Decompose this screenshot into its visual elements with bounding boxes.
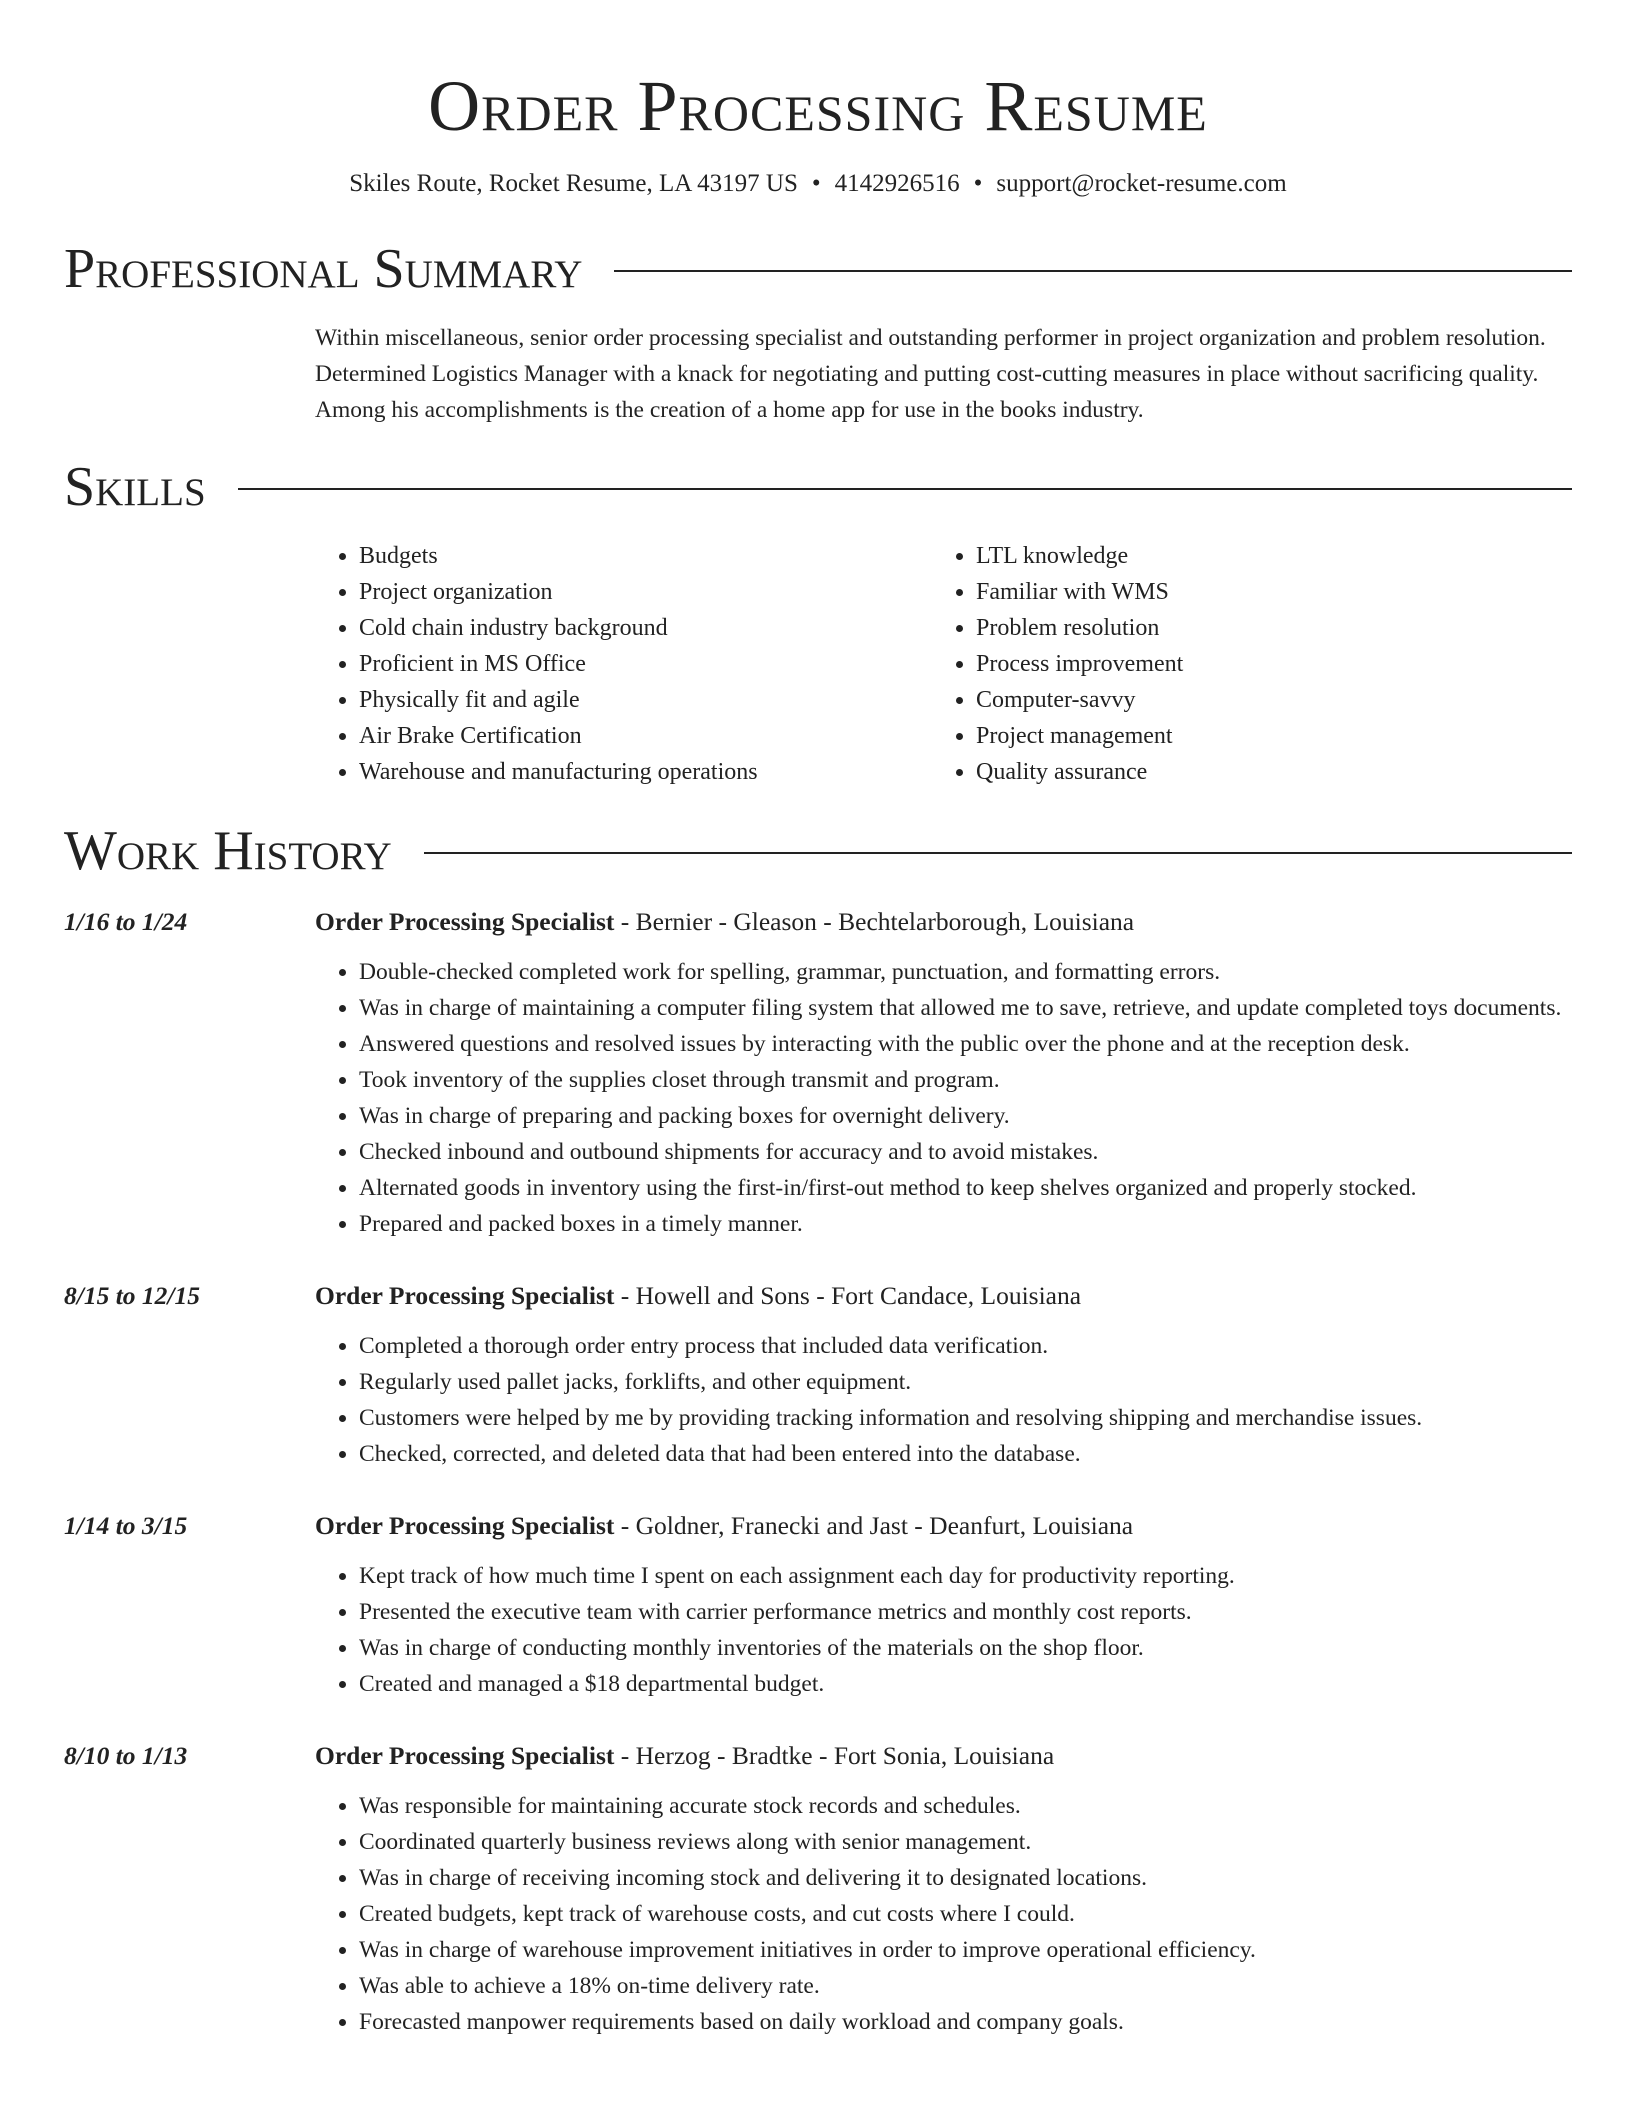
job-bullet: • Forecasted manpower requirements based on daily workload and company goals. <box>359 2004 1572 2040</box>
work-section-header <box>64 820 1572 882</box>
skills-list <box>315 538 1572 790</box>
job-header <box>64 1278 1572 1314</box>
job-header <box>64 904 1572 940</box>
job-bullet: • Was in charge of preparing and packing boxes for overnight delivery. <box>359 1098 1572 1134</box>
job-title-line <box>315 904 1134 940</box>
job-bullet-list <box>315 1328 1572 1472</box>
job-bullet-list <box>315 1558 1572 1702</box>
job-entry <box>64 1508 1572 1702</box>
job-role: Order Processing Specialist <box>315 1281 615 1310</box>
section-title-skills: Skills <box>64 456 206 518</box>
job-dates: 8/10 to 1/13 <box>64 1741 188 1770</box>
summary-text: Within miscellaneous, senior order processing specialist and outstanding performer in project organization and problem resolution. Determined Logistics Manager with a knack for negotiating and putting cost-cutting measures in place without sacrificing quality. Among his accomplishments is the creation of a home app for use in the books industry. <box>315 325 1546 423</box>
job-bullet: • Completed a thorough order entry process that included data verification. <box>359 1328 1572 1364</box>
skill-item: • Budgets <box>359 538 932 574</box>
skill-item: • Quality assurance <box>976 754 1183 790</box>
job-bullet: • Created and managed a $18 departmental budget. <box>359 1666 1572 1702</box>
job-dates: 8/15 to 12/15 <box>64 1281 201 1310</box>
skills-column-right <box>932 538 1183 790</box>
job-bullet: • Alternated goods in inventory using the first-in/first-out method to keep shelves organized and properly stocked. <box>359 1170 1572 1206</box>
separator: • <box>811 170 821 197</box>
skill-item: • Computer-savvy <box>976 682 1183 718</box>
skill-item: • Cold chain industry background <box>359 610 932 646</box>
job-bullet: • Took inventory of the supplies closet through transmit and program. <box>359 1062 1572 1098</box>
skill-item: • Air Brake Certification <box>359 718 932 754</box>
skill-item: • Project management <box>976 718 1183 754</box>
job-bullet: • Checked inbound and outbound shipments for accuracy and to avoid mistakes. <box>359 1134 1572 1170</box>
skill-item: • Familiar with WMS <box>976 574 1183 610</box>
contact-line <box>64 168 1572 200</box>
section-divider <box>614 270 1572 272</box>
job-bullet: • Was in charge of receiving incoming stock and delivering it to designated locations. <box>359 1860 1572 1896</box>
job-company: - Howell and Sons - Fort Candace, Louisiana <box>614 1281 1082 1310</box>
skills-section-header <box>64 456 1572 518</box>
job-company: - Herzog - Bradtke - Fort Sonia, Louisiana <box>614 1741 1055 1770</box>
skill-item: • Process improvement <box>976 646 1183 682</box>
job-role: Order Processing Specialist <box>315 1741 615 1770</box>
skill-item: • Proficient in MS Office <box>359 646 932 682</box>
job-bullet: • Was in charge of warehouse improvement initiatives in order to improve operational efficiency. <box>359 1932 1572 1968</box>
skill-item: • Warehouse and manufacturing operations <box>359 754 932 790</box>
job-bullet: • Customers were helped by me by providing tracking information and resolving shipping and merchandise issues. <box>359 1400 1572 1436</box>
section-divider <box>238 488 1572 490</box>
job-entry <box>64 904 1572 1242</box>
job-entry <box>64 1738 1572 2040</box>
job-role: Order Processing Specialist <box>315 907 615 936</box>
job-title-line <box>315 1738 1054 1774</box>
job-bullet: • Coordinated quarterly business reviews along with senior management. <box>359 1824 1572 1860</box>
skills-column-left <box>315 538 932 790</box>
skill-item: • Physically fit and agile <box>359 682 932 718</box>
job-bullet: • Regularly used pallet jacks, forklifts, and other equipment. <box>359 1364 1572 1400</box>
job-bullet: • Prepared and packed boxes in a timely manner. <box>359 1206 1572 1242</box>
job-bullet: • Was in charge of conducting monthly inventories of the materials on the shop floor. <box>359 1630 1572 1666</box>
job-bullet: • Presented the executive team with carrier performance metrics and monthly cost reports. <box>359 1594 1572 1630</box>
resume-title: Order Processing Resume <box>428 66 1208 146</box>
job-title-line <box>315 1508 1133 1544</box>
phone: 4142926516 <box>834 170 960 197</box>
job-bullet: • Created budgets, kept track of warehouse costs, and cut costs where I could. <box>359 1896 1572 1932</box>
separator: • <box>973 170 983 197</box>
job-bullet: • Kept track of how much time I spent on each assignment each day for productivity reporting. <box>359 1558 1572 1594</box>
job-bullet: • Was able to achieve a 18% on-time delivery rate. <box>359 1968 1572 2004</box>
job-bullet: • Was responsible for maintaining accurate stock records and schedules. <box>359 1788 1572 1824</box>
job-title-line <box>315 1278 1081 1314</box>
job-dates: 1/16 to 1/24 <box>64 907 188 936</box>
job-company: - Goldner, Franecki and Jast - Deanfurt, Louisiana <box>614 1511 1134 1540</box>
section-title-work-history: Work History <box>64 820 392 882</box>
job-bullet-list <box>315 1788 1572 2040</box>
job-header <box>64 1508 1572 1544</box>
section-divider <box>424 852 1572 854</box>
address: Skiles Route, Rocket Resume, LA 43197 US <box>349 170 798 197</box>
job-company: - Bernier - Gleason - Bechtelarborough, Louisiana <box>614 907 1135 936</box>
job-bullet: • Double-checked completed work for spelling, grammar, punctuation, and formatting errors. <box>359 954 1572 990</box>
job-bullet: • Was in charge of maintaining a computer filing system that allowed me to save, retrieve, and update completed toys documents. <box>359 990 1572 1026</box>
summary-section-header <box>64 238 1572 300</box>
email-link[interactable]: support@rocket-resume.com <box>996 170 1287 197</box>
job-bullet-list <box>315 954 1572 1242</box>
job-bullet: • Checked, corrected, and deleted data that had been entered into the database. <box>359 1436 1572 1472</box>
skill-item: • Problem resolution <box>976 610 1183 646</box>
job-role: Order Processing Specialist <box>315 1511 615 1540</box>
job-entry <box>64 1278 1572 1472</box>
resume-page <box>64 0 1572 2040</box>
skill-item: • Project organization <box>359 574 932 610</box>
job-bullet: • Answered questions and resolved issues by interacting with the public over the phone and at the reception desk. <box>359 1026 1572 1062</box>
job-header <box>64 1738 1572 1774</box>
section-title-summary: Professional Summary <box>64 238 583 300</box>
job-dates: 1/14 to 3/15 <box>64 1511 188 1540</box>
skill-item: • LTL knowledge <box>976 538 1183 574</box>
